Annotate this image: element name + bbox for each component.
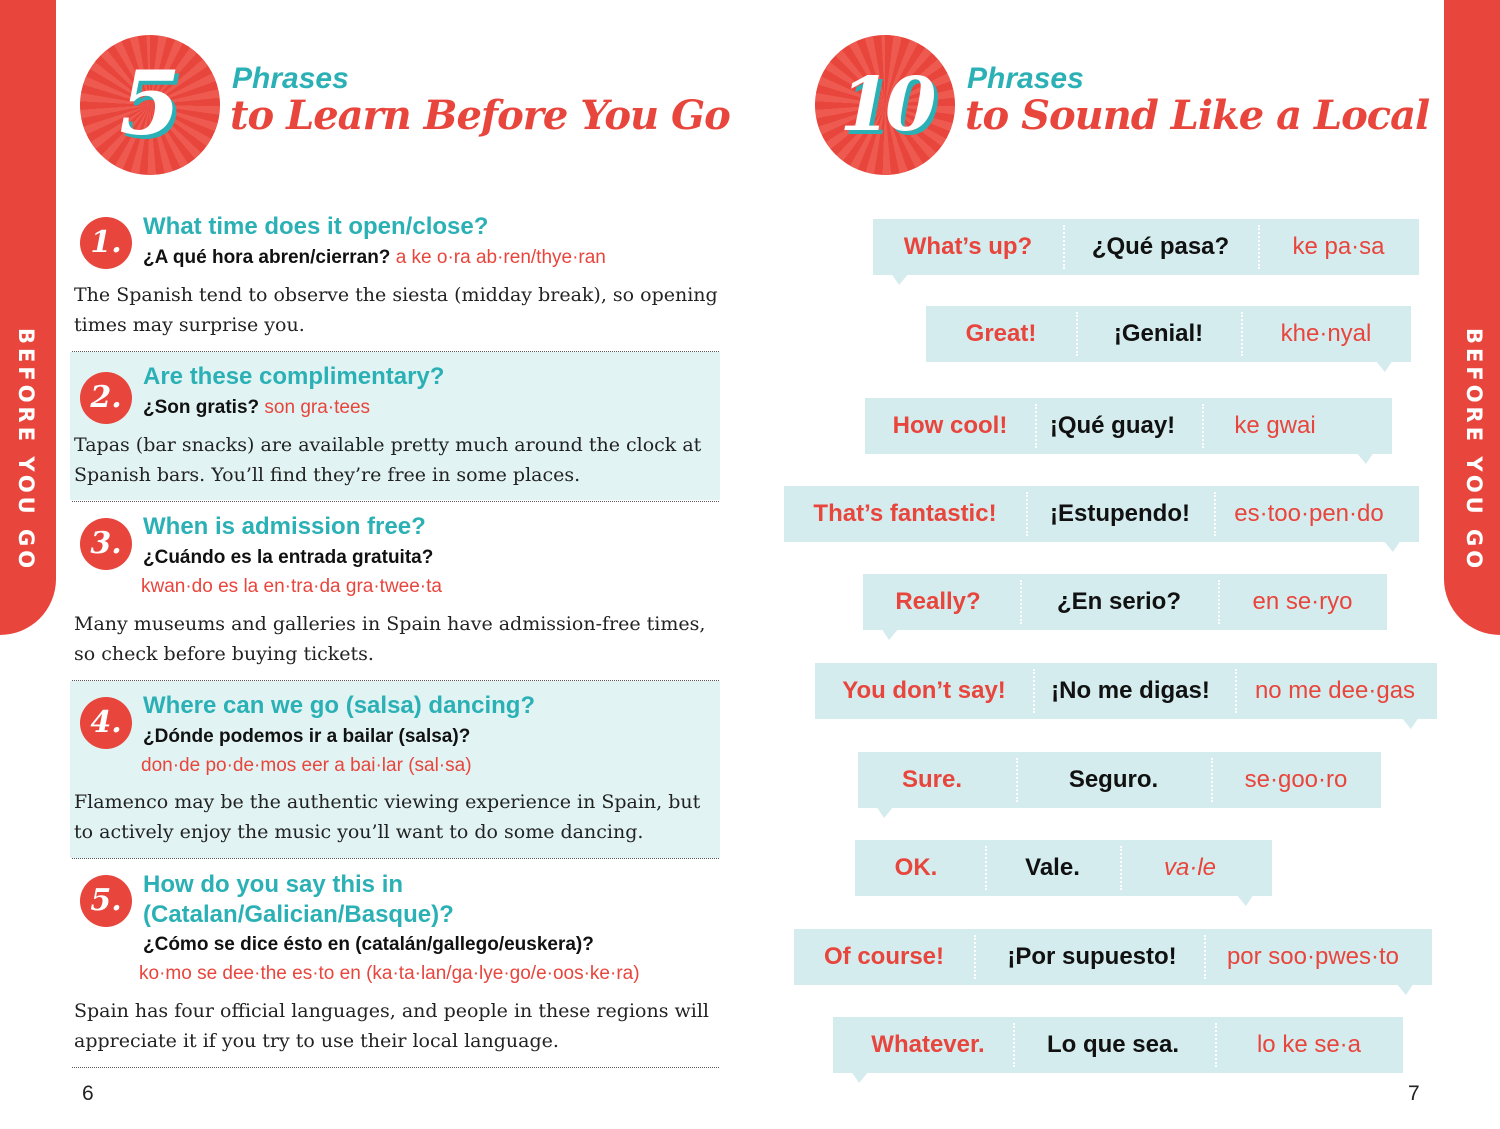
phrase-english: Where can we go (salsa) dancing? <box>143 692 536 719</box>
item-number-badge: 1. <box>80 217 132 269</box>
item-number-badge: 2. <box>80 372 132 424</box>
heading-top: Phrases <box>967 62 1084 95</box>
page-number: 6 <box>82 1082 94 1105</box>
phrase-spanish: ¿Cuándo es la entrada gratuita? <box>143 547 434 568</box>
spanish-text: ¿A qué hora abren/cierran? <box>143 247 391 268</box>
phrase-english: Are these complimentary? <box>143 363 445 390</box>
bubble-pronunciation: va·le <box>1163 854 1217 881</box>
side-tab-left <box>0 0 56 635</box>
bubble-english: Great! <box>965 320 1037 347</box>
spanish-text: ¿Son gratis? <box>143 397 260 418</box>
bubble-pronunciation: se·goo·ro <box>1244 766 1348 793</box>
phrase-description: The Spanish tend to observe the siesta (midday break), so opening times may surprise you. <box>74 284 718 336</box>
bubble-pronunciation: en se·ryo <box>1252 588 1353 615</box>
phrase-bubble <box>865 398 1392 454</box>
bubble-english: Whatever. <box>871 1031 985 1058</box>
page-number: 7 <box>1408 1082 1420 1105</box>
bubble-english: Sure. <box>901 766 963 793</box>
phrase-bubble <box>858 752 1381 808</box>
badge-number: 10 <box>839 62 931 148</box>
bubble-english: Of course! <box>823 943 945 970</box>
phrase-bubble <box>833 1017 1403 1073</box>
phrase-item <box>70 859 720 1066</box>
phrase-english: What time does it open/close? <box>143 213 489 240</box>
phrase-item <box>70 352 720 500</box>
phrase-spanish: ¿Cómo se dice ésto en (catalán/gallego/euskera)? <box>143 934 594 955</box>
phrase-bubble <box>794 929 1432 985</box>
heading-top: Phrases <box>232 62 349 95</box>
item-number-badge: 3. <box>80 518 132 570</box>
bubble-spanish: ¿Qué pasa? <box>1091 233 1230 260</box>
phrase-description: Spain has four official languages, and people in these regions will appreciate it if you try to use their local language. <box>74 1000 709 1052</box>
bubble-spanish: ¡Estupendo! <box>1050 500 1190 527</box>
phrase-description: Flamenco may be the authentic viewing experience in Spain, but to actively enjoy the music you’ll want to do some dancing. <box>74 791 701 843</box>
bubble-spanish: ¡Genial! <box>1113 320 1204 347</box>
pronunciation: kwan·do es la en·tra·da gra·twee·ta <box>141 576 442 597</box>
bubble-english: What’s up? <box>903 233 1033 260</box>
phrase-bubble <box>873 219 1419 275</box>
phrase-spanish <box>143 247 606 269</box>
phrase-description: Tapas (bar snacks) are available pretty much around the clock at Spanish bars. You’ll find they’re free in some places. <box>74 434 702 486</box>
bubble-pronunciation: es·too·pen·do <box>1234 500 1384 527</box>
phrase-spanish <box>143 397 370 419</box>
pronunciation: a ke o·ra ab·ren/thye·ran <box>395 247 606 268</box>
bubble-spanish: ¡No me digas! <box>1051 677 1210 704</box>
heading-bottom: to Learn Before You Go <box>230 92 730 139</box>
phrase-bubble <box>926 306 1411 362</box>
bubble-spanish: ¡Qué guay! <box>1049 412 1176 439</box>
side-tab-label: BEFORE YOU GO <box>14 328 38 573</box>
item-number-badge: 5. <box>80 875 132 927</box>
bubble-english: Really? <box>895 588 981 615</box>
phrase-english: When is admission free? <box>143 513 426 540</box>
pronunciation: ko·mo se dee·the es·to en (ka·ta·lan/ga·lye·go/e·oos·ke·ra) <box>139 963 640 984</box>
bubble-spanish: Lo que sea. <box>1046 1031 1180 1058</box>
phrase-bubble <box>863 574 1387 630</box>
badge-number: 5 <box>119 51 181 155</box>
bubble-english: How cool! <box>892 412 1008 439</box>
divider <box>72 1067 719 1068</box>
phrase-bubble <box>815 663 1437 719</box>
phrase-bubble <box>784 486 1419 542</box>
bubble-english: That’s fantastic! <box>813 500 997 527</box>
bubble-spanish: ¡Por supuesto! <box>1007 943 1177 970</box>
phrase-item <box>70 502 720 678</box>
heading-bottom: to Sound Like a Local <box>965 92 1430 139</box>
bubble-pronunciation: no me dee·gas <box>1254 677 1416 704</box>
bubble-spanish: Seguro. <box>1068 766 1159 793</box>
side-tab-label: BEFORE YOU GO <box>1462 328 1486 573</box>
phrase-item <box>70 681 720 858</box>
phrase-english: How do you say this in (Catalan/Galician/Basque)? <box>143 871 454 928</box>
phrase-bubble <box>855 840 1272 896</box>
pronunciation: don·de po·de·mos eer a bai·lar (sal·sa) <box>141 755 472 776</box>
phrase-spanish: ¿Dónde podemos ir a bailar (salsa)? <box>143 726 471 747</box>
phrase-description: Many museums and galleries in Spain have admission-free times, so check before buying tickets. <box>74 613 706 665</box>
pronunciation: son gra·tees <box>264 397 371 418</box>
bubble-pronunciation: ke pa·sa <box>1292 233 1385 260</box>
bubble-english: You don’t say! <box>842 677 1006 704</box>
bubble-pronunciation: lo ke se·a <box>1256 1031 1362 1058</box>
bubble-spanish: Vale. <box>1025 854 1080 881</box>
bubble-pronunciation: khe·nyal <box>1280 320 1372 347</box>
item-number-badge: 4. <box>80 697 132 749</box>
number-badge <box>80 35 220 175</box>
phrase-item <box>70 205 720 350</box>
bubble-english: OK. <box>894 854 938 881</box>
number-badge <box>815 35 955 175</box>
bubble-pronunciation: por soo·pwes·to <box>1226 943 1400 970</box>
side-tab-right <box>1444 0 1500 635</box>
bubble-spanish: ¿En serio? <box>1056 588 1182 615</box>
bubble-pronunciation: ke gwai <box>1234 412 1316 439</box>
